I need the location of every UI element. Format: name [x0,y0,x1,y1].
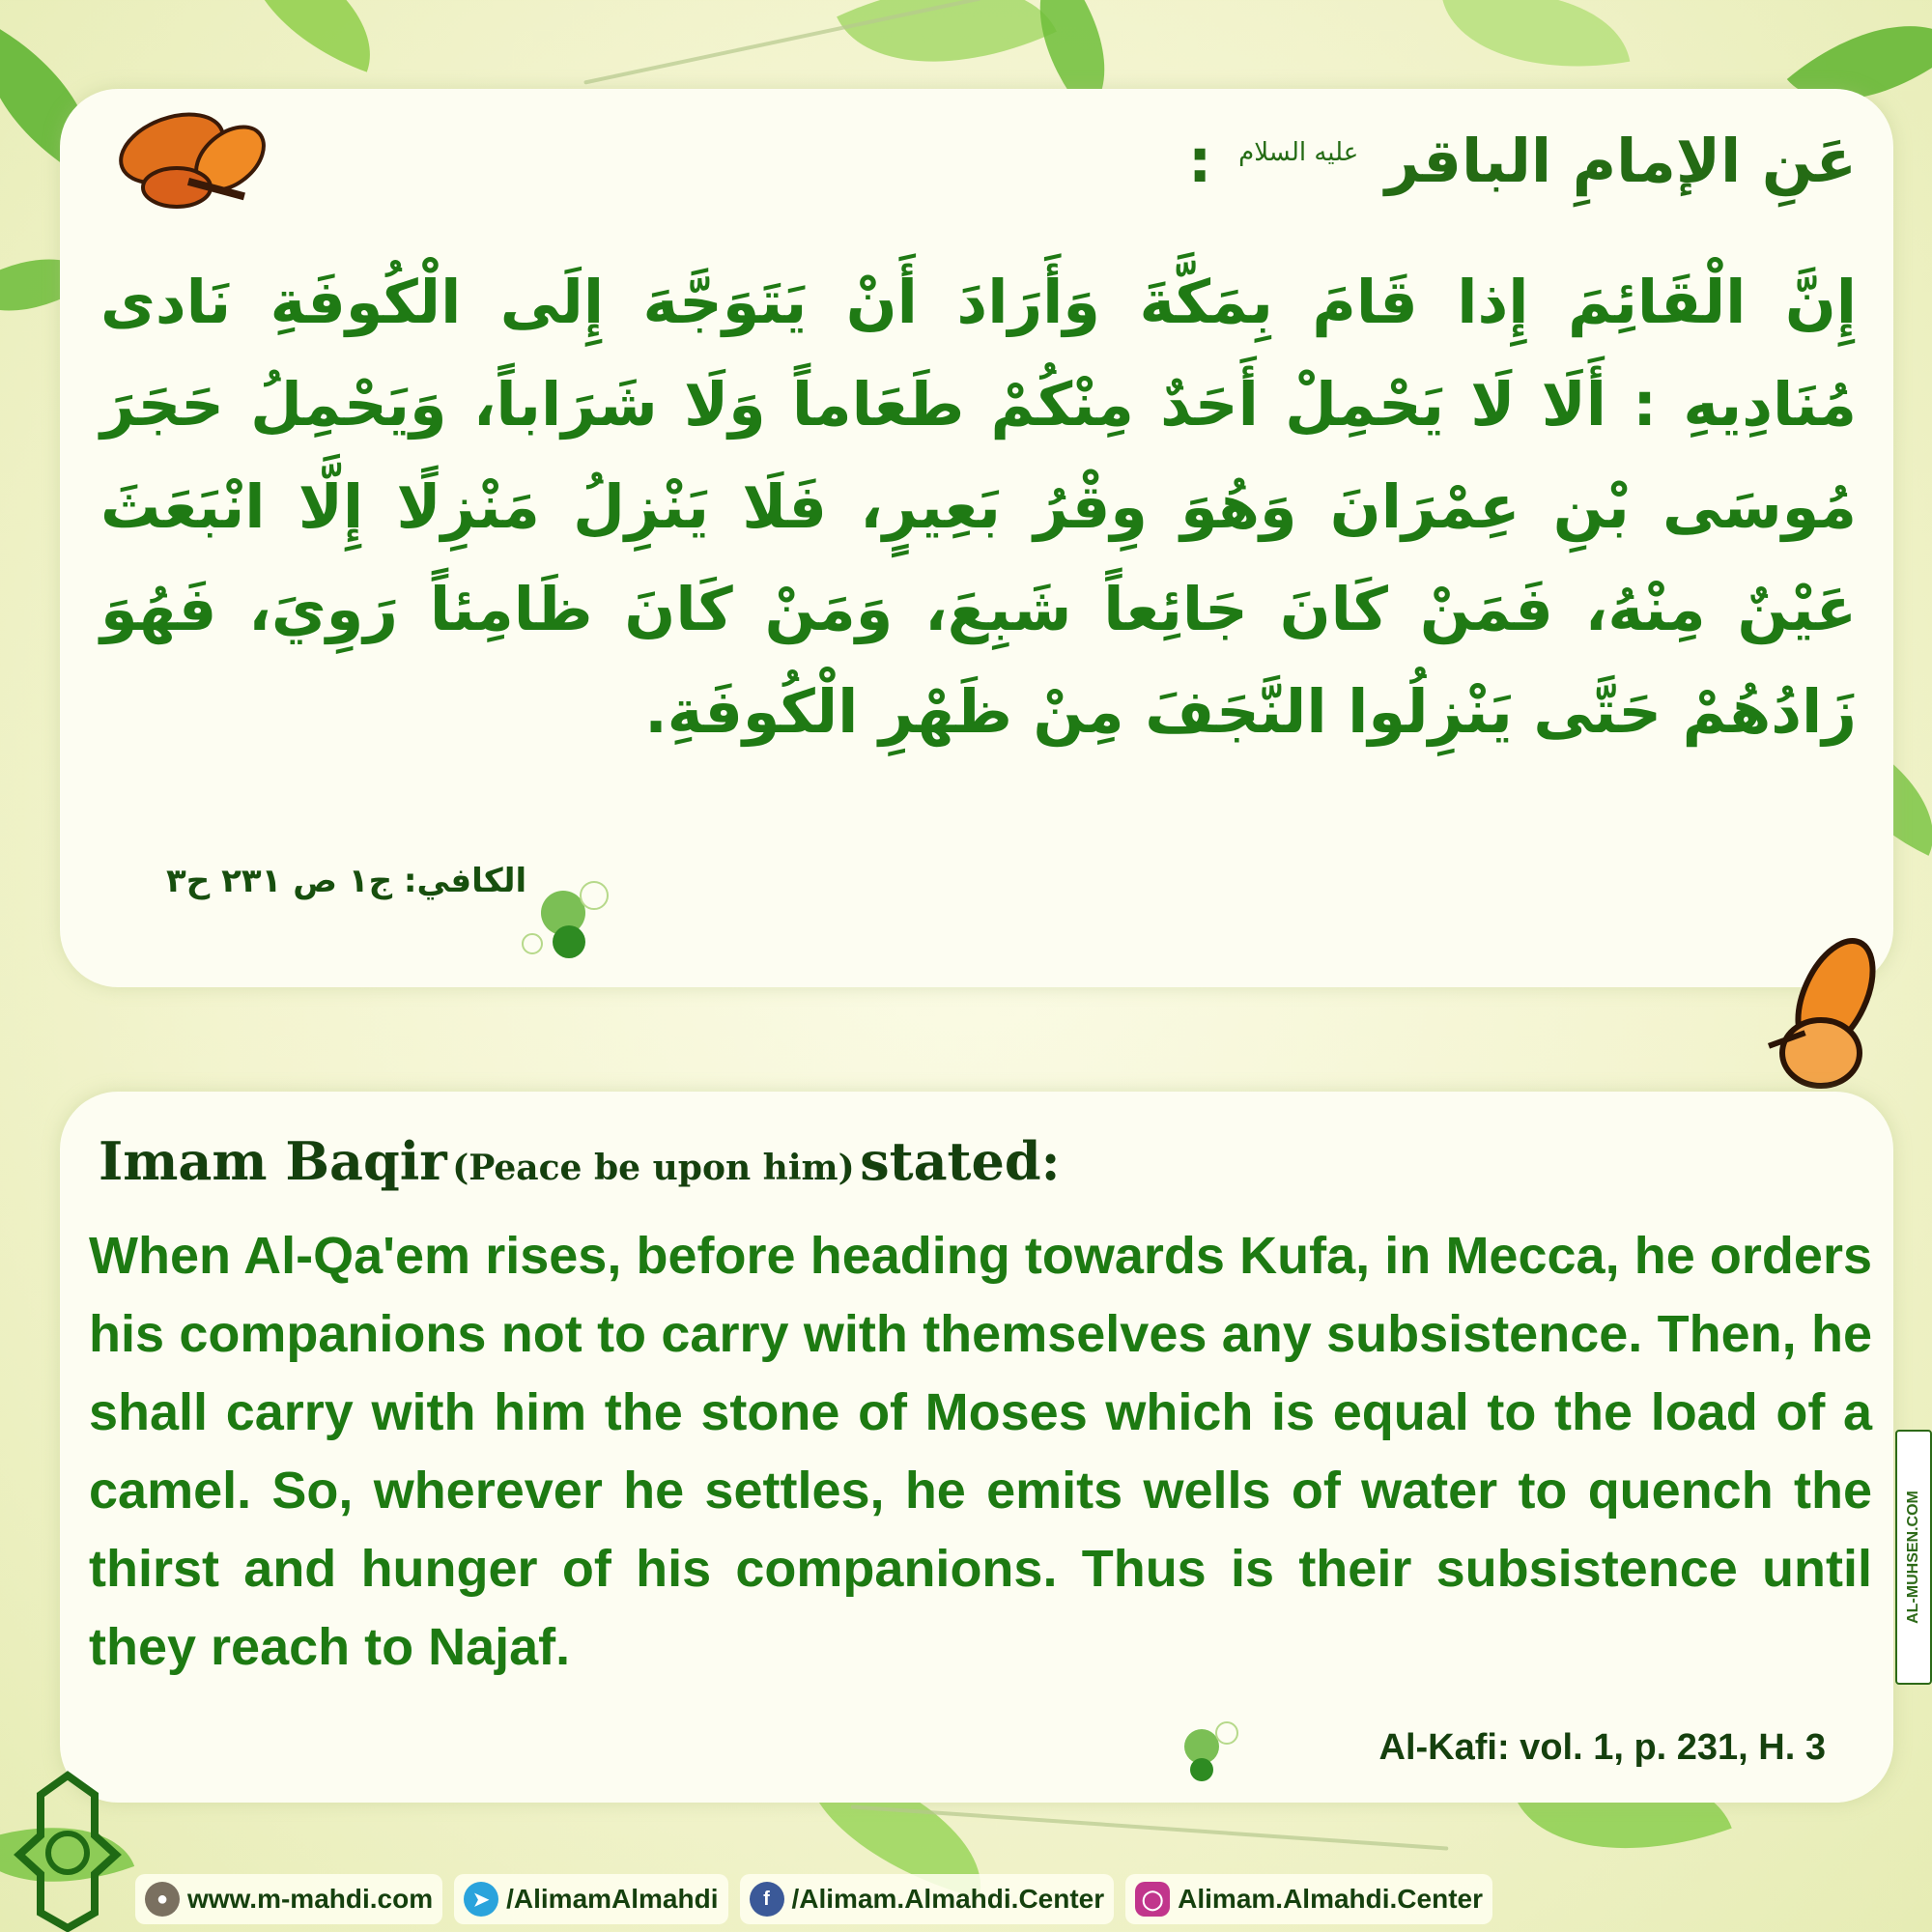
arabic-hadith-text: إِنَّ الْقَائِمَ إِذا قَامَ بِمَكَّةَ وَأَرَادَ أَنْ يَتَوَجَّهَ إِلَى الْكُوفَةِ نَادى مُنَادِيهِ : أَلَا لَا يَحْمِلْ أَحَدٌ مِنْكُمْ طَعَاماً وَلَا شَرَاباً، وَيَحْمِلُ حَجَرَ مُوسَى بْنِ عِمْرَانَ وَهُوَ وِقْرُ بَعِيرٍ، فَلَا يَنْزِلُ مَنْزِلًا إِلَّا انْبَعَثَ عَيْنٌ مِنْهُ، فَمَنْ كَانَ جَائِعاً شَبِعَ، وَمَنْ كَانَ ظَامِئاً رَوِيَ، فَهُوَ زَادُهُمْ حَتَّى يَنْزِلُوا النَّجَفَ مِنْ ظَهْرِ الْكُوفَةِ. [100,267,1857,747]
side-logo-text: AL-MUHSEN.COM [1905,1491,1921,1624]
arabic-title [1188,126,1857,196]
telegram-icon: ➤ [464,1882,498,1917]
english-title-verb: stated: [860,1130,1061,1192]
footer-facebook-link[interactable] [740,1874,1115,1924]
footer-instagram-link[interactable] [1125,1874,1492,1924]
bubbles-icon [1171,1719,1238,1787]
english-title [99,1130,1061,1192]
footer-website-link[interactable] [135,1874,442,1924]
footer-social-bar [135,1874,1903,1924]
english-source: Al-Kafi: vol. 1, p. 231, H. 3 [1378,1727,1826,1768]
bubbles-icon [522,881,609,968]
english-title-name: Imam Baqir [99,1130,447,1192]
arabic-source [166,862,526,900]
facebook-icon: f [750,1882,784,1917]
butterfly-icon [114,100,278,226]
english-quote-card [60,1092,1893,1803]
globe-icon: ● [145,1882,180,1917]
side-logo [1895,1430,1932,1685]
butterfly-icon [1729,937,1893,1101]
arabic-quote-card [60,89,1893,987]
english-hadith-text: When Al-Qa'em rises, before heading towards Kufa, in Mecca, he orders his companions not to carry with themselves any subsistence. Then, he shall carry with him the stone of Moses which is equal to the load of a camel. So, wherever he settles, he emits wells of water to quench the thirst and hunger of his companions. Thus is their subsistence until they reach to Najaf. [89,1227,1872,1676]
instagram-icon: ◯ [1135,1882,1170,1917]
facebook-text: /Alimam.Almahdi.Center [791,1884,1105,1914]
arabic-honorific: عليه السلام [1238,138,1359,168]
arabic-title-text: عَنِ الإمامِ الباقر [1384,126,1857,196]
leaf-decoration [1442,0,1631,92]
website-text: www.m-mahdi.com [187,1884,434,1914]
telegram-text: /AlimamAlmahdi [506,1884,719,1914]
instagram-text: Alimam.Almahdi.Center [1178,1884,1483,1914]
arabic-title-colon: : [1187,126,1212,196]
leaf-decoration [221,0,396,72]
english-title-honorific: (Peace be upon him) [452,1148,855,1188]
arabic-source-text: الكافي: ج١ ص ٢٣١ ح٣ [166,862,527,900]
footer-telegram-link[interactable] [454,1874,727,1924]
center-logo-icon [0,1768,135,1932]
